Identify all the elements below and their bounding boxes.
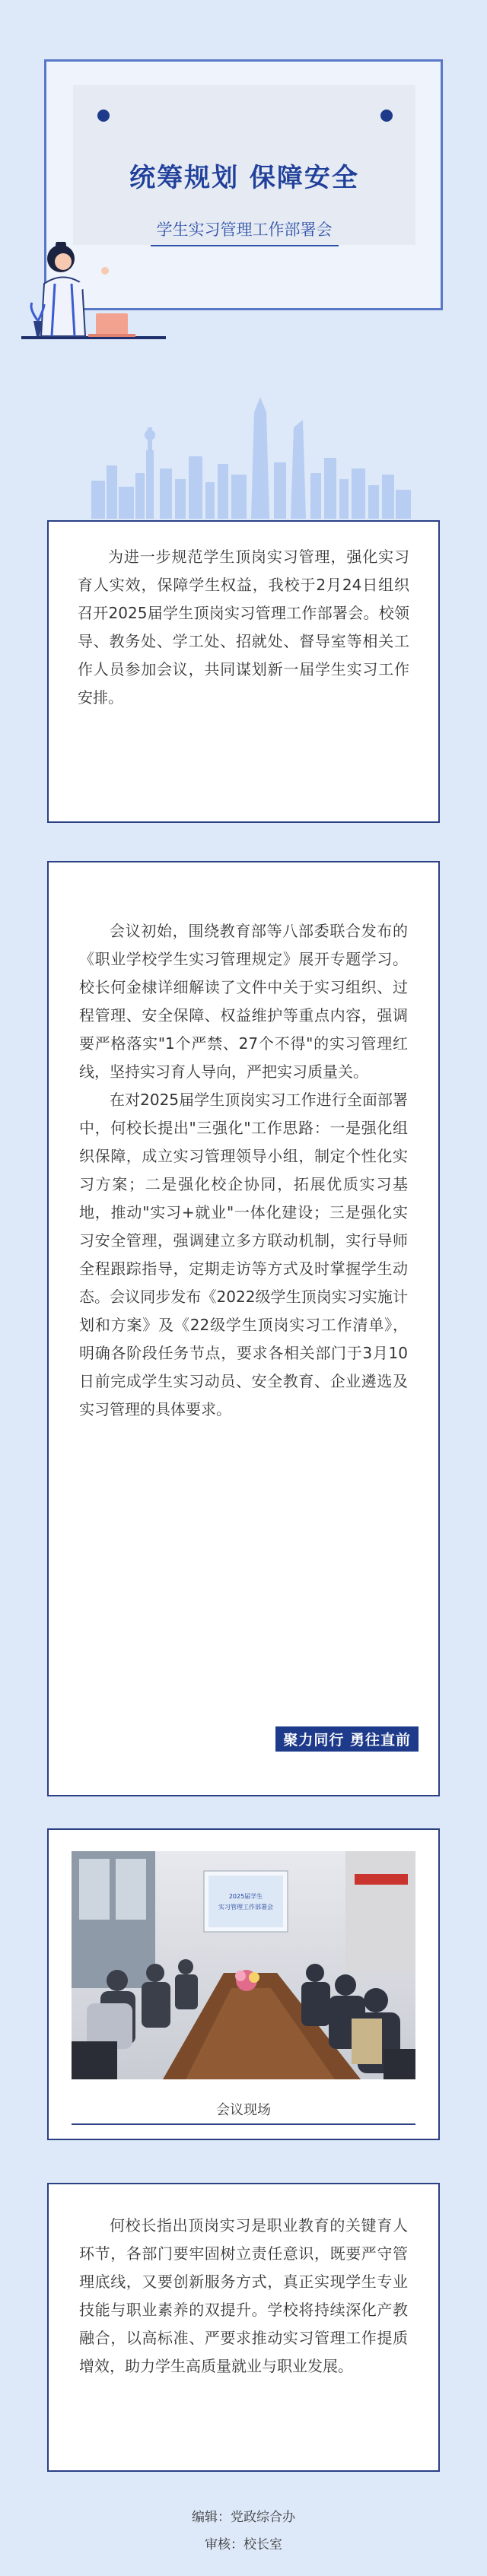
city-skyline-illustration bbox=[91, 389, 411, 519]
editor-credit: 编辑：党政综合办 bbox=[192, 2510, 295, 2525]
conclusion-paragraph: 何校长指出顶岗实习是职业教育的关键育人环节，各部门要牢固树立责任意识，既要严守管理底线，又要创新服务方式，真正实现学生专业技能与职业素养的双提升。学校将持续深化产教融合，以高标准、严要求推动实习管理工作提质增效，助力学生高质量就业与职业发展。 bbox=[79, 2216, 408, 2375]
decorative-dot bbox=[97, 110, 110, 122]
meeting-content-card bbox=[47, 861, 440, 1796]
screen-text: 2025届学生 bbox=[228, 1893, 263, 1900]
screen-text: 实习管理工作部署会 bbox=[218, 1904, 273, 1911]
intro-paragraph: 为进一步规范学生顶岗实习管理，强化实习育人实效，保障学生权益，我校于2月24日组织召开2025届学生顶岗实习管理工作部署会。校领导、教务处、学工处、招就处、督导室等相关工作人员参加会议，共同谋划新一届学生实习工作安排。 bbox=[78, 548, 409, 707]
page-subtitle: 学生实习管理工作部署会 bbox=[151, 218, 339, 246]
reviewer-credit: 审核：校长室 bbox=[205, 2537, 282, 2552]
intro-card bbox=[47, 520, 440, 823]
page-title: 统筹规划 保障安全 bbox=[129, 163, 359, 193]
tagline-badge: 聚力同行 勇往直前 bbox=[275, 1726, 419, 1752]
meeting-photo bbox=[72, 1851, 415, 2079]
credits bbox=[0, 2504, 487, 2559]
conclusion-card bbox=[47, 2183, 440, 2472]
photo-caption: 会议现场 bbox=[216, 2102, 271, 2118]
photo-card bbox=[47, 1828, 440, 2140]
meeting-paragraph: 在对2025届学生顶岗实习工作进行全面部署中，何校长提出"三强化"工作思路：一是强化组织保障，成立实习管理领导小组，制定个性化实习方案；二是强化校企协同，拓展优质实习基地，推动"实习+就业"一体化建设；三是强化实习安全管理，强调建立多方联动机制，实行导师全程跟踪指导，定期走访等方式及时掌握学生动态。会议同步发布《2022级学生顶岗实习实施计划和方案》及《22级学生顶岗实习工作清单》，明确各阶段任务节点，要求各相关部门于3月10日前完成学生实习动员、安全教育、企业遴选及实习管理的具体要求。 bbox=[79, 1091, 408, 1418]
decorative-dot bbox=[380, 110, 393, 122]
presenter-illustration bbox=[21, 242, 166, 341]
meeting-paragraph: 会议初始，围绕教育部等八部委联合发布的《职业学校学生实习管理规定》展开专题学习。校长何金棣详细解读了文件中关于实习组织、过程管理、安全保障、权益维护等重点内容，强调要严格落实"1个严禁、27个不得"的实习管理红线，坚持实习育人导向，严把实习质量关。 bbox=[79, 922, 408, 1081]
caption-divider bbox=[72, 2123, 415, 2125]
